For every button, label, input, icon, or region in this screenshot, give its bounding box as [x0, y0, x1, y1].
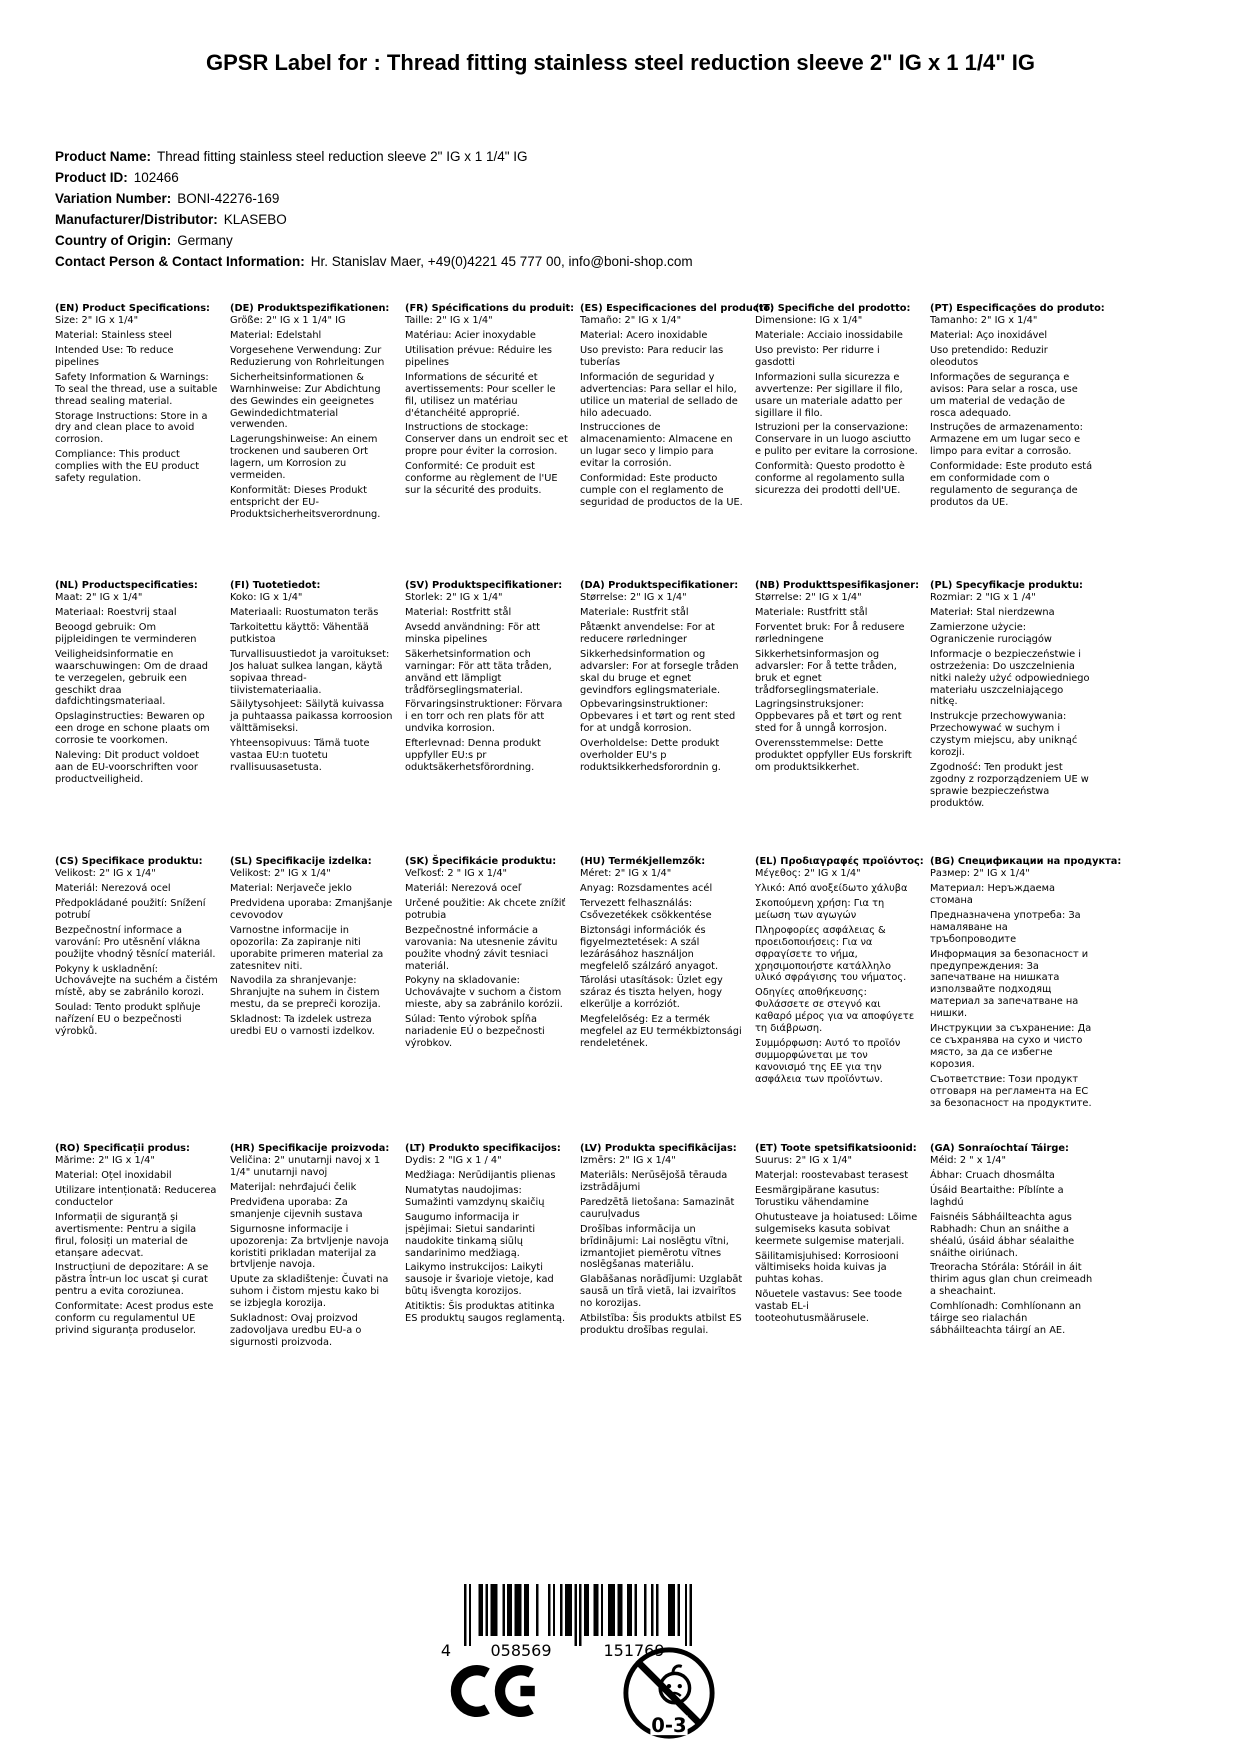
spec-header: (GA) Sonraíochtaí Táirge:	[930, 1143, 1069, 1154]
spec-item: Konformität: Dieses Produkt entspricht der EU-Produktsicherheitsverordnung.	[230, 485, 381, 520]
spec-item: Uso previsto: Para reducir las tuberías	[580, 344, 724, 368]
barcode-bar	[517, 1584, 519, 1636]
spec-header: (NB) Produkttspesifikasjoner:	[755, 580, 919, 591]
spec-item: Beoogd gebruik: Om pijpleidingen te verminderen	[55, 621, 197, 645]
spec-header: (SK) Špecifikácie produktu:	[405, 856, 557, 867]
spec-item: Instrucciones de almacenamiento: Almacene en un lugar seco y limpio para evitar la corrosión.	[580, 422, 733, 470]
barcode-bar	[620, 1584, 622, 1636]
product-info-field-label: Variation Number:	[55, 191, 172, 207]
spec-header: (LT) Produkto specifikacijos:	[405, 1143, 561, 1154]
spec-item: Zamierzone użycie: Ograniczenie rurociągów	[930, 621, 1052, 645]
spec-item: Pokyny na skladovanie: Uchovávajte v suchom a čistom mieste, aby sa zabránilo korózii.	[405, 975, 563, 1011]
spec-item: Yhteensopivuus: Tämä tuote vastaa EU:n tuotetu rvallisuusasetusta.	[230, 738, 370, 774]
product-info-line	[55, 209, 693, 230]
spec-item: Sikkerhedsinformation og advarsler: For at forsegle tråden skal du bruge et egnet gevindfors eglingsmateriale.	[580, 648, 739, 696]
barcode-bar	[560, 1584, 562, 1636]
spec-item: Μέγεθος: 2" IG x 1/4"	[755, 867, 861, 879]
spec-item: Předpokládané použití: Snížení potrubí	[55, 897, 206, 921]
spec-item: Bezpečnostní informace a varování: Pro utěsnění vlákna použijte vhodný těsnící materiál.	[55, 924, 216, 960]
spec-item: Efterlevnad: Denna produkt uppfyller EU:s pr oduktsäkerhetsförordning.	[405, 738, 541, 774]
barcode-bar	[678, 1584, 680, 1636]
barcode-bar	[627, 1584, 629, 1636]
spec-item: Sigurnosne informacije i upozorenja: Za brtvljenje navoja koristiti prikladan materijal za brtvljenje navoja.	[230, 1223, 389, 1271]
spec-item: Numatytas naudojimas: Sumažinti vamzdynų skaičių	[405, 1184, 545, 1208]
spec-item: Bezpečnostné informácie a varovania: Na utesnenie závitu použite vhodný závit tesniaci materiál.	[405, 924, 558, 972]
spec-item: Taille: 2" IG x 1/4"	[405, 314, 493, 326]
barcode-bar	[507, 1584, 509, 1636]
spec-item: Informații de siguranță și avertismente: Pentru a sigila firul, folosiți un material de etanșare adecvat.	[55, 1211, 197, 1259]
spec-item: Určené použitie: Ak chcete znížiť potrubia	[405, 897, 566, 921]
spec-item: Faisnéis Sábháilteachta agus Rabhadh: Chun an snáithe a shéalú, úsáid ábhar séalaithe snáithe oiriúnach.	[930, 1211, 1075, 1259]
spec-header: (DA) Produktspecifikationer:	[580, 580, 739, 591]
barcode-bar	[495, 1584, 497, 1636]
spec-header: (FR) Spécifications du produit:	[405, 303, 575, 314]
spec-item: Méid: 2 " x 1/4"	[930, 1154, 1006, 1166]
spec-item: Atbilstība: Šis produkts atbilst ES produktu drošības regulai.	[580, 1313, 742, 1337]
barcode-bar	[548, 1584, 550, 1636]
spec-item: Material: Edelstahl	[230, 329, 322, 341]
barcode-bar	[570, 1584, 572, 1636]
spec-cell-el	[755, 856, 924, 1143]
spec-item: Υλικό: Από ανοξείδωτο χάλυβα	[755, 882, 908, 894]
spec-item: Instrukcje przechowywania: Przechowywać w suchym i czystym miejscu, aby uniknąć korozji.	[930, 711, 1078, 759]
spec-header: (HU) Termékjellemzők:	[580, 856, 706, 867]
barcode-bar	[553, 1584, 555, 1636]
spec-item: Förvaringsinstruktioner: Förvara i en torr och ren plats för att undvika korrosion.	[405, 699, 563, 735]
ce-mark-icon	[450, 1660, 546, 1727]
spec-item: Tamaño: 2" IG x 1/4"	[580, 314, 682, 326]
specs-grid	[55, 303, 1122, 1352]
spec-item: Größe: 2" IG x 1 1/4" IG	[230, 314, 346, 326]
barcode-left-digits: 058569	[490, 1641, 552, 1660]
spec-item: Comhlíonadh: Comhlíonann an táirge seo rialachán sábháilteachta táirgí an AE.	[930, 1301, 1082, 1337]
product-info-line	[55, 251, 693, 272]
spec-item: Påtænkt anvendelse: For at reducere rørledninger	[580, 621, 715, 645]
product-info-field-value: KLASEBO	[223, 212, 287, 228]
barcode-bar	[670, 1584, 672, 1636]
age-warning-icon	[620, 1644, 718, 1747]
barcode-bar	[493, 1584, 495, 1636]
barcode-bar	[610, 1584, 612, 1636]
spec-item: Vorgesehene Verwendung: Zur Reduzierung von Rohrleitungen	[230, 344, 385, 368]
spec-item: Úsáid Beartaithe: Píblínte a laghdú	[930, 1184, 1064, 1208]
barcode-prefix-digit: 4	[440, 1641, 452, 1660]
barcode-bar	[490, 1584, 492, 1636]
spec-item: Veiligheidsinformatie en waarschuwingen: Om de draad te verzegelen, gebruik een geschikt draa dafdichtingsmateriaal.	[55, 648, 208, 708]
spec-header: (FI) Tuotetiedot:	[230, 580, 321, 591]
spec-item: Utilisation prévue: Réduire les pipelines	[405, 344, 553, 368]
spec-item: Инструкции за съхранение: Да се съхранява на сухо и чисто място, за да се избегне корозия.	[930, 1023, 1092, 1070]
spec-header: (ES) Especificaciones del producto:	[580, 303, 775, 314]
spec-item: Conformidad: Este producto cumple con el reglamento de seguridad de productos de la UE.	[580, 473, 743, 509]
barcode-bar	[668, 1584, 670, 1636]
spec-item: Säilytysohjeet: Säilytä kuivassa ja puhtaassa paikassa korroosion välttämiseksi.	[230, 699, 393, 735]
spec-item: Turvallisuustiedot ja varoitukset: Jos haluat sulkea langan, käytä sopivaa thread-tiivistemateriaalia.	[230, 648, 390, 696]
spec-item: Storage Instructions: Store in a dry and clean place to avoid corrosion.	[55, 410, 208, 446]
barcode-right-digits: 151769	[603, 1641, 665, 1660]
barcode-bar	[524, 1584, 526, 1636]
spec-cell-nl	[55, 580, 218, 856]
spec-header: (BG) Спецификации на продукта:	[930, 856, 1122, 867]
spec-item: Nõuetele vastavus: See toode vastab EL-i tooteohutusmäärusele.	[755, 1289, 903, 1325]
spec-header: (CS) Specifikace produktu:	[55, 856, 203, 867]
spec-item: Veličina: 2" unutarnji navoj x 1 1/4" unutarnji navoj	[230, 1154, 381, 1178]
spec-item: Istruzioni per la conservazione: Conservare in un luogo asciutto e pulito per evitare la corrosione.	[755, 422, 918, 458]
spec-item: Material: Nerjaveče jeklo	[230, 882, 352, 894]
product-info-field-label: Product ID:	[55, 170, 128, 186]
spec-item: Informações de segurança e avisos: Para selar a rosca, use um material de vedação de rosca adequado.	[930, 371, 1078, 419]
barcode-bar	[584, 1584, 586, 1636]
spec-item: Treoracha Stórála: Stóráil in áit thirim agus glan chun creimeadh a sheachaint.	[930, 1262, 1093, 1298]
spec-header: (LV) Produkta specifikācijas:	[580, 1143, 737, 1154]
spec-item: Material: Acero inoxidable	[580, 329, 708, 341]
spec-item: Materiaal: Roestvrij staal	[55, 606, 177, 618]
spec-item: Materjal: roostevabast terasest	[755, 1169, 909, 1181]
product-info-line	[55, 188, 693, 209]
spec-item: Materiale: Acciaio inossidabile	[755, 329, 903, 341]
spec-item: Ohutusteave ja hoiatused: Lõime sulgemiseks kasuta sobivat keermete sulgemise materjali.	[755, 1211, 918, 1247]
barcode-bar	[469, 1584, 471, 1646]
spec-cell-sl	[230, 856, 393, 1143]
spec-item: Naleving: Dit product voldoet aan de EU-voorschriften voor productveiligheid.	[55, 750, 200, 786]
spec-item: Opbevaringsinstruktioner: Opbevares i et tørt og rent sted for at undgå korrosion.	[580, 699, 736, 735]
spec-item: Uso previsto: Per ridurre i gasdotti	[755, 344, 880, 368]
barcode-bar	[685, 1584, 687, 1646]
spec-header: (PL) Specyfikacje produktu:	[930, 580, 1083, 591]
spec-item: Materiale: Rustfrit stål	[580, 606, 689, 618]
barcode-bar	[596, 1584, 598, 1636]
barcode-bar	[486, 1584, 488, 1636]
spec-item: Størrelse: 2" IG x 1/4"	[755, 591, 862, 603]
spec-item: Utilizare intenționată: Reducerea conductelor	[55, 1184, 217, 1208]
spec-item: Съответствие: Този продукт отговаря на регламента на ЕС за безопасност на продуктите.	[930, 1073, 1092, 1109]
barcode-bar	[630, 1584, 632, 1636]
product-info-field-label: Contact Person & Contact Information:	[55, 254, 305, 270]
spec-item: Eesmärgipärane kasutus: Torustiku vähendamine	[755, 1184, 880, 1208]
product-info-field-value: Germany	[177, 233, 233, 249]
spec-item: Uso pretendido: Reduzir oleodutos	[930, 344, 1048, 368]
spec-item: Materijal: nehrđajući čelik	[230, 1181, 357, 1193]
spec-item: Tárolási utasítások: Üzlet egy száraz és tiszta helyen, hogy elkerülje a korróziót.	[580, 975, 723, 1011]
spec-item: Matériau: Acier inoxydable	[405, 329, 536, 341]
spec-item: Tamanho: 2" IG x 1/4"	[930, 314, 1038, 326]
spec-item: Laikymo instrukcijos: Laikyti sausoje ir švarioje vietoje, kad būtų išvengta korozijos.	[405, 1262, 554, 1298]
spec-item: Varnostne informacije in opozorila: Za zapiranje niti uporabite primeren material za zatesnitev niti.	[230, 924, 384, 972]
barcode-bar	[574, 1584, 576, 1646]
spec-cell-et	[755, 1143, 918, 1352]
spec-cell-es	[580, 303, 775, 580]
spec-item: Pokyny k uskladnění: Uchovávejte na suchém a čistém místě, aby se zabránilo korozi.	[55, 963, 218, 999]
spec-item: Navodila za shranjevanje: Shranjujte na suhem in čistem mestu, da se prepreči korozija.	[230, 975, 381, 1011]
spec-cell-hu	[580, 856, 743, 1143]
spec-cell-sv	[405, 580, 568, 856]
product-info-line	[55, 167, 693, 188]
spec-item: Материал: Неръждаема стомана	[930, 882, 1056, 906]
spec-item: Σκοπούμενη χρήση: Για τη μείωση των αγωγών	[755, 897, 885, 921]
spec-header: (SL) Specifikacije izdelka:	[230, 856, 372, 867]
barcode-bar	[673, 1584, 675, 1636]
spec-item: Koko: IG x 1/4"	[230, 591, 303, 603]
spec-header: (RO) Specificații produs:	[55, 1143, 190, 1154]
spec-cell-lt	[405, 1143, 568, 1352]
barcode-bar	[567, 1584, 569, 1636]
barcode-bar	[651, 1584, 653, 1636]
spec-item: Mărime: 2" IG x 1/4"	[55, 1154, 155, 1166]
spec-item: Materiale: Rustfritt stål	[755, 606, 868, 618]
spec-cell-fr	[405, 303, 575, 580]
spec-header: (HR) Specifikacije proizvoda:	[230, 1143, 390, 1154]
barcode-bar	[478, 1584, 480, 1636]
spec-item: Forventet bruk: For å redusere rørledningene	[755, 621, 905, 645]
age-warning-label: 0-3	[651, 1714, 687, 1738]
spec-cell-ro	[55, 1143, 218, 1352]
product-info-field-value: 102466	[133, 170, 179, 186]
spec-item: Instrucțiuni de depozitare: A se păstra într-un loc uscat și curat pentru a evita coroziunea.	[55, 1262, 209, 1298]
spec-header: (ET) Toote spetsifikatsioonid:	[755, 1143, 917, 1154]
spec-item: Lagringsinstruksjoner: Oppbevares på et tørt og rent sted for å unngå korrosjon.	[755, 699, 902, 735]
spec-item: Avsedd användning: För att minska pipelines	[405, 621, 540, 645]
spec-item: Dydis: 2 "IG x 1 / 4"	[405, 1154, 502, 1166]
barcode-bar	[594, 1584, 596, 1636]
spec-item: Velikost: 2" IG x 1/4"	[55, 867, 156, 879]
product-info-field-value: BONI-42276-169	[177, 191, 280, 207]
spec-item: Predvidena uporaba: Zmanjšanje cevovodov	[230, 897, 393, 921]
product-info-field-value: Thread fitting stainless steel reduction sleeve 2" IG x 1 1/4" IG	[157, 149, 528, 164]
spec-item: Overensstemmelse: Dette produktet oppfyller EUs forskrift om produktsikkerhet.	[755, 738, 912, 774]
barcode-bar	[618, 1584, 620, 1636]
spec-item: Glabāšanas norādījumi: Uzglabāt sausā un tīrā vietā, lai izvairītos no korozijas.	[580, 1274, 743, 1310]
spec-item: Materiál: Nerezová ocel	[55, 882, 171, 894]
product-info-line	[55, 146, 693, 167]
spec-item: Tarkoitettu käyttö: Vähentää putkistoa	[230, 621, 369, 645]
spec-cell-da	[580, 580, 743, 856]
spec-item: Zgodność: Ten produkt jest zgodny z rozporządzeniem UE w sprawie bezpieczeństwa produktów.	[930, 762, 1089, 809]
spec-item: Sukladnost: Ovaj proizvod zadovoljava uredbu EU-a o sigurnosti proizvoda.	[230, 1313, 362, 1349]
spec-item: Οδηγίες αποθήκευσης: Φυλάσσετε σε στεγνό και καθαρό μέρος για να αποφύγετε τη διάβρωση.	[755, 987, 915, 1035]
spec-item: Izmērs: 2" IG x 1/4"	[580, 1154, 676, 1166]
spec-item: Upute za skladištenje: Čuvati na suhom i čistom mjestu kako bi se izbjegla korozija.	[230, 1274, 389, 1310]
spec-item: Størrelse: 2" IG x 1/4"	[580, 591, 687, 603]
spec-item: Material: Oțel inoxidabil	[55, 1169, 172, 1181]
spec-item: Instructions de stockage: Conserver dans un endroit sec et propre pour éviter la corrosion.	[405, 422, 568, 458]
barcode-bar	[565, 1584, 567, 1636]
spec-item: Safety Information & Warnings: To seal the thread, use a suitable thread sealing material.	[55, 371, 218, 407]
spec-header: (DE) Produktspezifikationen:	[230, 303, 390, 314]
product-info-field-label: Manufacturer/Distributor:	[55, 212, 218, 228]
barcode-bar	[586, 1584, 588, 1636]
spec-item: Conformitate: Acest produs este conform cu regulamentul UE privind siguranța produselor.	[55, 1301, 214, 1337]
spec-item: Súlad: Tento výrobok spĺňa nariadenie EÚ o bezpečnosti výrobkov.	[405, 1014, 545, 1050]
barcode-bar	[464, 1584, 466, 1646]
spec-item: Materiāls: Nerūsējošā tērauda izstrādājumi	[580, 1169, 728, 1193]
product-info-line	[55, 230, 693, 251]
spec-cell-en	[55, 303, 218, 580]
spec-item: Storlek: 2" IG x 1/4"	[405, 591, 503, 603]
spec-item: Размер: 2" IG x 1/4"	[930, 867, 1030, 879]
spec-item: Skladnost: Ta izdelek ustreza uredbi EU o varnosti izdelkov.	[230, 1014, 375, 1038]
spec-cell-pl	[930, 580, 1093, 856]
spec-item: Lagerungshinweise: An einem trockenen und sauberen Ort lagern, um Korrosion zu vermeiden.	[230, 434, 378, 482]
spec-item: Anyag: Rozsdamentes acél	[580, 882, 713, 894]
spec-item: Tervezett felhasználás: Csővezetékek csökkentése	[580, 897, 712, 921]
barcode-bar	[514, 1584, 516, 1636]
spec-item: Información de seguridad y advertencias: Para sellar el hilo, utilice un material de sellado de hilo adecuado.	[580, 371, 738, 419]
spec-item: Συμμόρφωση: Αυτό το προϊόν συμμορφώνεται με τον κανονισμό της ΕΕ για την ασφάλεια των προϊόντων.	[755, 1038, 901, 1085]
spec-item: Materiál: Nerezová oceľ	[405, 882, 522, 894]
spec-item: Materiaali: Ruostumaton teräs	[230, 606, 379, 618]
spec-item: Πληροφορίες ασφάλειας & προειδοποιήσεις: Για να σφραγίσετε το νήμα, χρησιμοποιήστε κατάλληλο υλικό σφράγισης του νήματος.	[755, 924, 907, 984]
spec-cell-it	[755, 303, 918, 580]
spec-item: Informazioni sulla sicurezza e avvertenze: Per sigillare il filo, usare un materiale adatto per sigillare il filo.	[755, 371, 903, 419]
spec-item: Material: Aço inoxidável	[930, 329, 1048, 341]
spec-item: Rozmiar: 2 "IG x 1 /4"	[930, 591, 1036, 603]
spec-item: Maat: 2" IG x 1/4"	[55, 591, 143, 603]
spec-item: Suurus: 2" IG x 1/4"	[755, 1154, 853, 1166]
barcode-bar	[481, 1584, 483, 1636]
barcode-bar	[644, 1584, 646, 1636]
spec-item: Opslaginstructies: Bewaren op een droge en schone plaats om corrosie te voorkomen.	[55, 711, 210, 747]
barcode-bar	[634, 1584, 636, 1636]
spec-item: Predviđena uporaba: Za smanjenje cijevnih sustava	[230, 1196, 363, 1220]
product-info-field-label: Country of Origin:	[55, 233, 172, 249]
page-title: GPSR Label for : Thread fitting stainless steel reduction sleeve 2" IG x 1 1/4" IG	[206, 50, 1035, 75]
barcode-bar	[608, 1584, 610, 1636]
spec-item: Material: Rostfritt stål	[405, 606, 512, 618]
barcode-bar	[690, 1584, 692, 1646]
barcode-bar	[656, 1584, 658, 1636]
spec-item: Size: 2" IG x 1/4"	[55, 314, 139, 326]
spec-header: (EN) Product Specifications:	[55, 303, 210, 314]
spec-item: Информация за безопасност и предупреждения: За запечатване на нишката използвайте подходящ материал за запечатване на нишки.	[930, 948, 1089, 1020]
spec-item: Conformità: Questo prodotto è conforme al regolamento sulla sicurezza dei prodotti dell'UE.	[755, 461, 905, 497]
spec-item: Medžiaga: Nerūdijantis plienas	[405, 1169, 556, 1181]
barcode-bar	[579, 1584, 581, 1646]
spec-item: Materiał: Stal nierdzewna	[930, 606, 1055, 618]
spec-cell-de	[230, 303, 393, 580]
spec-header: (IT) Specifiche del prodotto:	[755, 303, 911, 314]
spec-item: Sicherheitsinformationen & Warnhinweise: Zur Abdichtung des Gewindes ein geeignetes Gewindedichtmaterial verwenden.	[230, 371, 381, 431]
spec-item: Drošības informācija un brīdinājumi: Lai noslēgtu vītni, izmantojiet piemērotu vītnes noslēgšanas materiālu.	[580, 1223, 729, 1271]
barcode-bar	[613, 1584, 615, 1636]
spec-item: Informations de sécurité et avertissements: Pour sceller le fil, utilisez un matériau d'étanchéité approprié.	[405, 371, 556, 419]
spec-header: (SV) Produktspecifikationer:	[405, 580, 563, 591]
spec-item: Sikkerhetsinformasjon og advarsler: For å tette tråden, bruk et egnet trådforseglingsmateriale.	[755, 648, 897, 696]
product-info	[55, 146, 693, 272]
barcode-bar	[510, 1584, 512, 1636]
spec-header: (PT) Especificações do produto:	[930, 303, 1105, 314]
spec-header: (EL) Προδιαγραφές προϊόντος:	[755, 856, 924, 867]
spec-item: Dimensione: IG x 1/4"	[755, 314, 863, 326]
barcode-bar	[526, 1584, 528, 1636]
spec-item: Velikost: 2" IG x 1/4"	[230, 867, 331, 879]
spec-item: Paredzētā lietošana: Samazināt cauruļvadus	[580, 1196, 735, 1220]
barcode-bar	[519, 1584, 521, 1636]
spec-item: Conformité: Ce produit est conforme au règlement de l'UE sur la sécurité des produits.	[405, 461, 558, 497]
spec-cell-ga	[930, 1143, 1093, 1352]
spec-item: Compliance: This product complies with the EU product safety regulation.	[55, 449, 200, 485]
spec-item: Material: Stainless steel	[55, 329, 173, 341]
spec-item: Ábhar: Cruach dhosmálta	[930, 1169, 1055, 1181]
spec-cell-bg	[930, 856, 1122, 1143]
spec-item: Soulad: Tento produkt splňuje nařízení EU o bezpečnosti výrobků.	[55, 1002, 201, 1038]
spec-item: Biztonsági információk és figyelmeztetések: A szál lezárásához használjon megfelelő szálzáró anyagot.	[580, 924, 719, 972]
spec-header: (NL) Productspecificaties:	[55, 580, 198, 591]
spec-item: Méret: 2" IG x 1/4"	[580, 867, 672, 879]
spec-item: Atitiktis: Šis produktas atitinka ES produktų saugos reglamentą.	[405, 1301, 566, 1325]
product-info-field-label: Product Name:	[55, 149, 152, 164]
spec-cell-lv	[580, 1143, 743, 1352]
product-info-field-value: Hr. Stanislav Maer, +49(0)4221 45 777 00, info@boni-shop.com	[310, 254, 693, 270]
spec-cell-hr	[230, 1143, 393, 1352]
spec-item: Megfelelőség: Ez a termék megfelel az EU termékbiztonsági rendeletének.	[580, 1014, 742, 1050]
spec-cell-sk	[405, 856, 568, 1143]
barcode-bar	[601, 1584, 603, 1636]
barcode-bar	[502, 1584, 504, 1636]
spec-cell-cs	[55, 856, 218, 1143]
spec-item: Saugumo informacija ir įspėjimai: Sietui sandarinti naudokite tinkamą siūlų sandarinimo medžiagą.	[405, 1211, 536, 1259]
spec-cell-nb	[755, 580, 918, 856]
spec-item: Предназначена употреба: За намаляване на тръбопроводите	[930, 909, 1081, 945]
barcode-bar	[536, 1584, 538, 1636]
spec-item: Veľkosť: 2 " IG x 1/4"	[405, 867, 508, 879]
spec-item: Säilitamisjuhised: Korrosiooni vältimiseks hoida kuivas ja puhtas kohas.	[755, 1250, 899, 1286]
spec-item: Informacje o bezpieczeństwie i ostrzeżenia: Do uszczelnienia nitki należy użyć odpowiedniego materiału uszczelniającego nitkę.	[930, 648, 1090, 708]
spec-item: Säkerhetsinformation och varningar: För att täta tråden, använd ett lämpligt trådförseglingsmaterial.	[405, 648, 552, 696]
spec-item: Instruções de armazenamento: Armazene em um lugar seco e limpo para evitar a corrosão.	[930, 422, 1083, 458]
spec-item: Conformidade: Este produto está em conformidade com o regulamento de segurança de produtos da UE.	[930, 461, 1093, 509]
spec-item: Intended Use: To reduce pipelines	[55, 344, 174, 368]
spec-cell-pt	[930, 303, 1105, 580]
spec-cell-fi	[230, 580, 393, 856]
spec-item: Overholdelse: Dette produkt overholder EU's p roduktsikkerhedsforordnin g.	[580, 738, 721, 774]
